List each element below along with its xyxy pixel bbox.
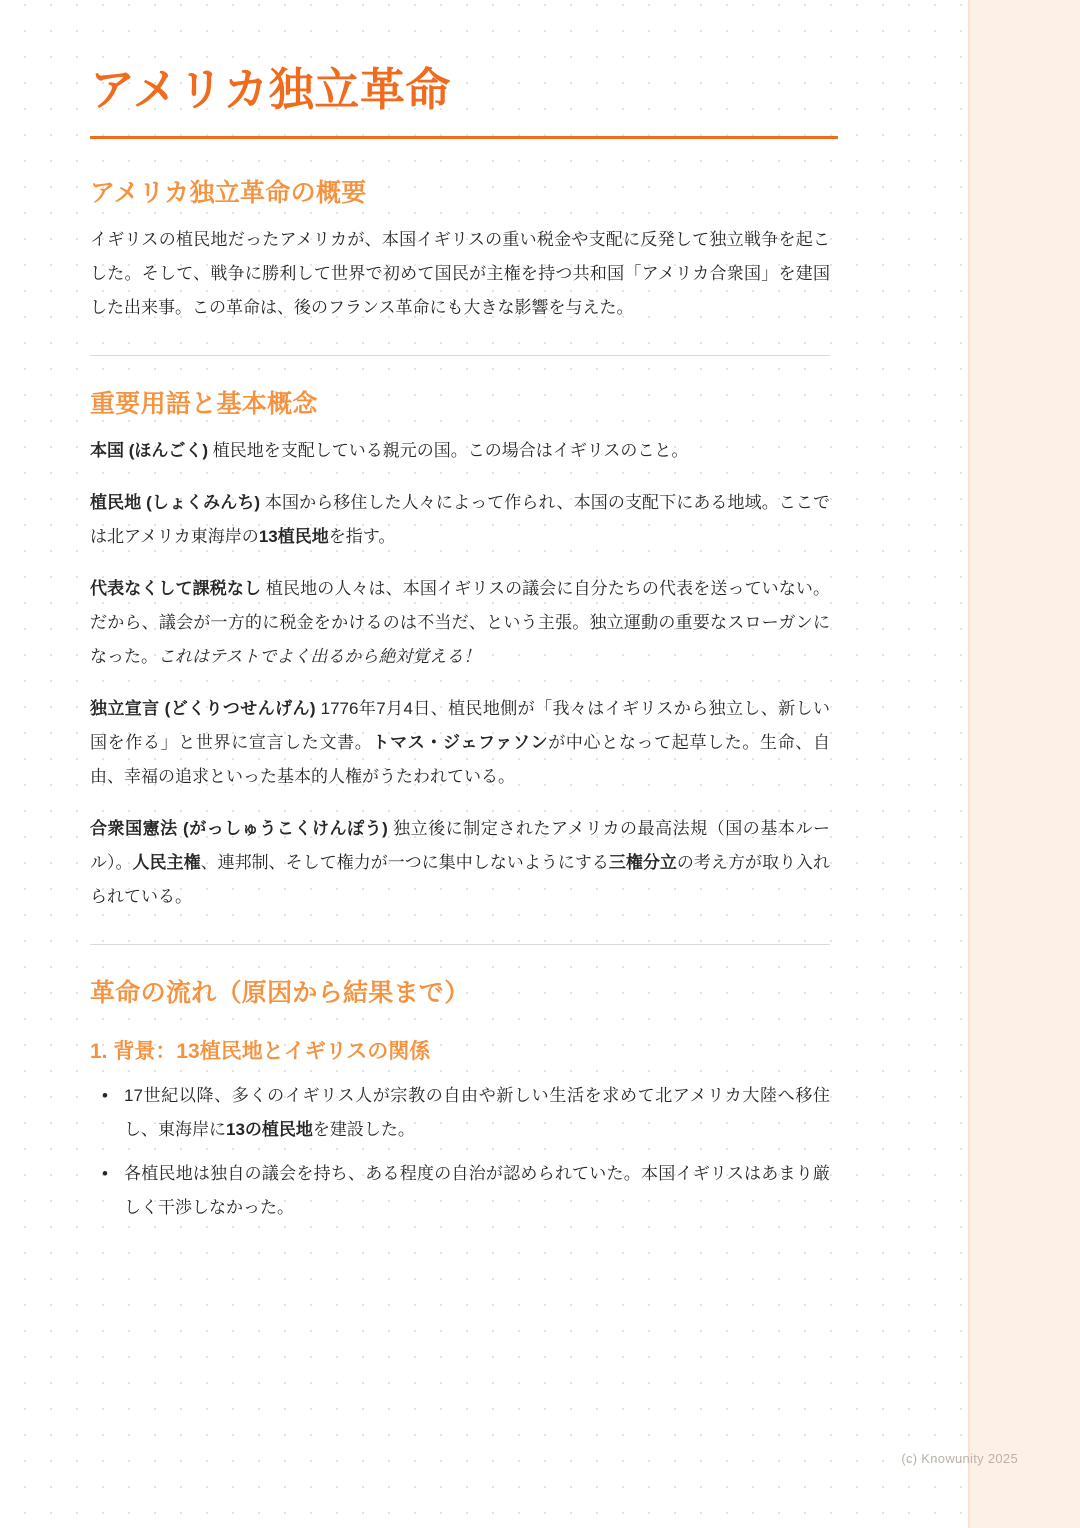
term-entry bbox=[90, 434, 830, 468]
overview-paragraph: イギリスの植民地だったアメリカが、本国イギリスの重い税金や支配に反発して独立戦争を起こした。そして、戦争に勝利して世界で初めて国民が主権を持つ共和国「アメリカ合衆国」を建国した出来事。この革命は、後のフランス革命にも大きな影響を与えた。 bbox=[90, 230, 830, 318]
text-run: 独立後に制定されたアメリカの最高法規（国の基本ルール）。 bbox=[90, 819, 830, 873]
section-heading-terms: 重要用語と基本概念 bbox=[90, 390, 318, 419]
text-run: 植民地の人々は、本国イギリスの議会に自分たちの代表を送っていない。だから、議会が一方的に税金をかけるのは不当だ、という主張。独立運動の重要なスローガンになった。 bbox=[90, 579, 830, 667]
divider-2 bbox=[90, 944, 830, 945]
divider-1 bbox=[90, 355, 830, 356]
term-entry bbox=[90, 486, 830, 554]
emphasis-italic: これはテストでよく出るから絶対覚える！ bbox=[158, 647, 481, 667]
text-run: の考え方が取り入れられている。 bbox=[90, 853, 831, 907]
section-heading-overview: アメリカ独立革命の概要 bbox=[90, 179, 367, 208]
document-content bbox=[90, 62, 830, 1235]
emphasis-bold: 人民主権 bbox=[132, 853, 201, 873]
emphasis-bold: 三権分立 bbox=[608, 853, 677, 873]
subsection-heading-background: 1. 背景：13植民地とイギリスの関係 bbox=[90, 1040, 431, 1064]
emphasis-bold: 13の植民地 bbox=[226, 1120, 313, 1140]
term-label: 代表なくして課税なし bbox=[90, 579, 262, 599]
text-run: 各植民地は独自の議会を持ち、ある程度の自治が認められていた。本国イギリスはあまり厳しく干渉しなかった。 bbox=[124, 1164, 830, 1218]
emphasis-bold: 13植民地 bbox=[258, 527, 329, 547]
text-run: 1776年7月4日、植民地側が「我々はイギリスから独立し、新しい国を作る」と世界に宣言した文書。 bbox=[90, 699, 830, 753]
text-run: 、連邦制、そして権力が一つに集中しないようにする bbox=[200, 853, 609, 873]
section-heading-flow: 革命の流れ（原因から結果まで） bbox=[90, 979, 470, 1008]
flow-bullet-list bbox=[90, 1079, 830, 1225]
term-label: 独立宣言 (どくりつせんげん) bbox=[90, 699, 316, 719]
terms-list bbox=[90, 434, 830, 914]
term-label: 植民地 (しょくみんち) bbox=[90, 493, 261, 513]
list-item bbox=[124, 1157, 830, 1225]
term-entry bbox=[90, 572, 830, 674]
right-margin-divider bbox=[968, 0, 970, 1528]
emphasis-bold: トマス・ジェファソン bbox=[372, 733, 549, 753]
footer-copyright: (c) Knowunity 2025 bbox=[901, 1451, 1018, 1466]
term-label: 本国 (ほんごく) bbox=[90, 441, 209, 461]
term-entry bbox=[90, 812, 830, 914]
page-title: アメリカ独立革命 bbox=[90, 64, 451, 115]
text-run: を指す。 bbox=[328, 527, 396, 547]
text-run: 植民地を支配している親元の国。この場合はイギリスのこと。 bbox=[208, 441, 689, 461]
list-item bbox=[124, 1079, 830, 1147]
text-run: が中心となって起草した。生命、自由、幸福の追求といった基本的人権がうたわれている。 bbox=[90, 733, 831, 787]
title-underline bbox=[90, 136, 838, 139]
text-run: 17世紀以降、多くのイギリス人が宗教の自由や新しい生活を求めて北アメリカ大陸へ移住し、東海岸に bbox=[124, 1086, 830, 1140]
term-entry bbox=[90, 692, 830, 794]
term-label: 合衆国憲法 (がっしゅうこくけんぽう) bbox=[90, 819, 388, 839]
text-run: を建設した。 bbox=[312, 1120, 415, 1140]
right-margin-band bbox=[970, 0, 1080, 1528]
text-run: 本国から移住した人々によって作られ、本国の支配下にある地域。ここでは北アメリカ東海岸の bbox=[90, 493, 831, 547]
